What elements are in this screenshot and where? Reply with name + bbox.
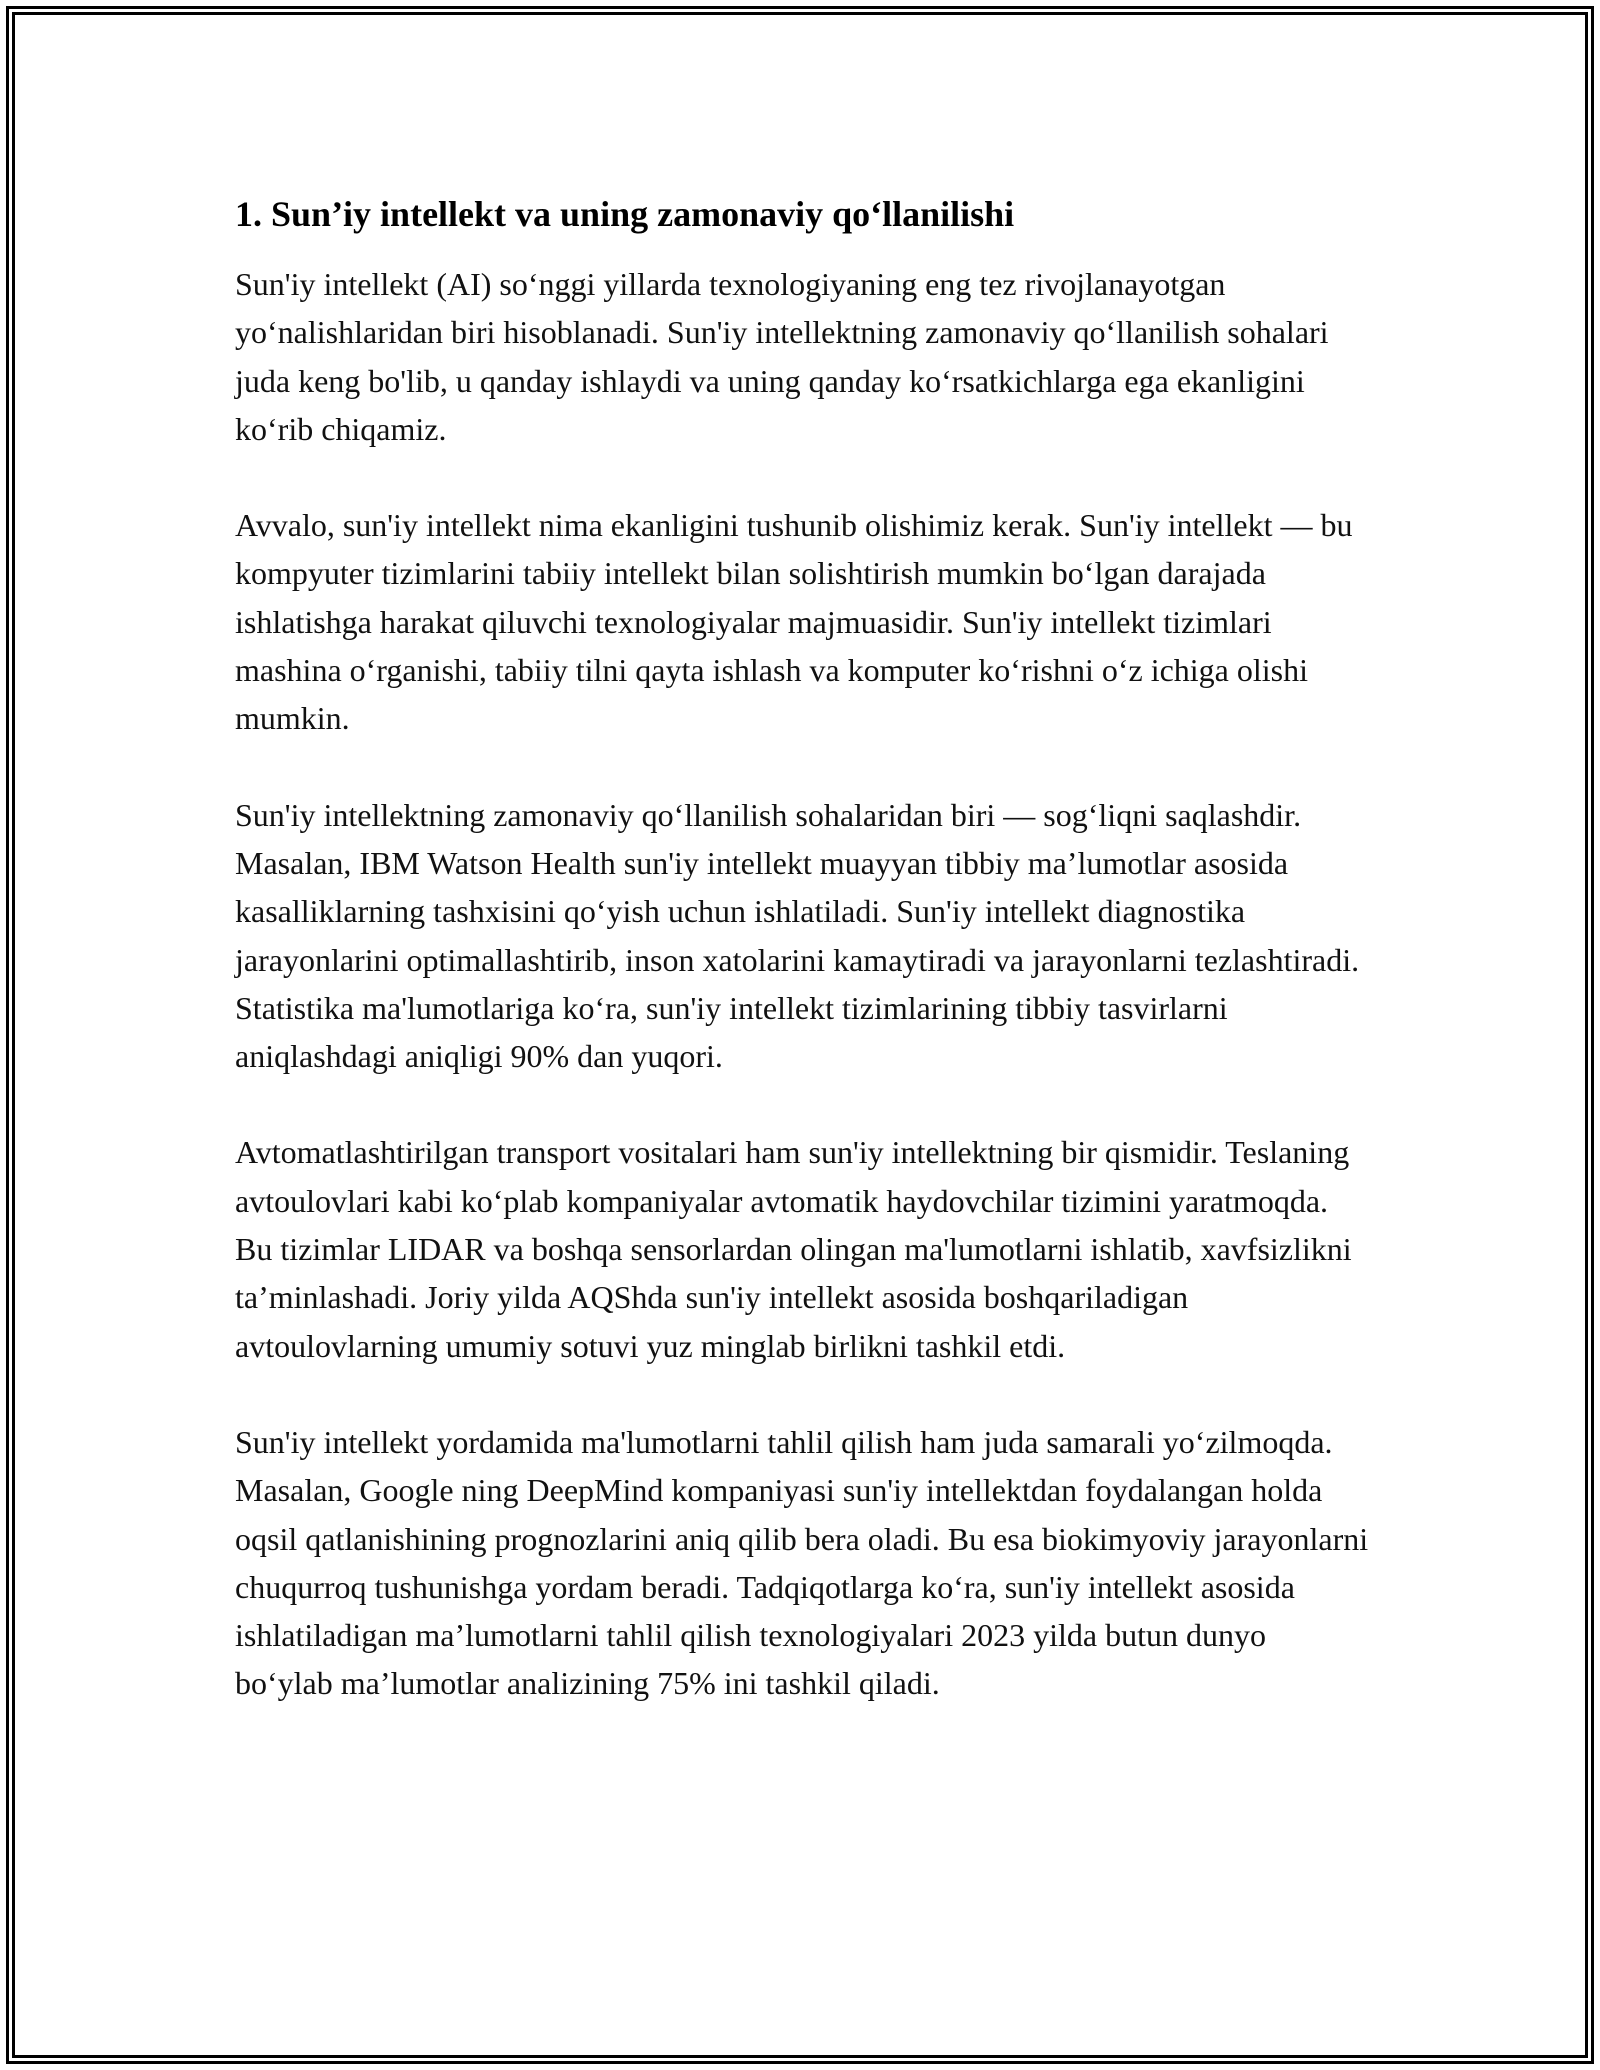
section-heading: 1. Sun’iy intellekt va uning zamonaviy qo‘llanilishi (235, 194, 1015, 234)
paragraph-data-analysis: Sun'iy intellekt yordamida ma'lumotlarni tahlil qilish ham juda samarali yo‘zilmoqda. Masalan, Google ning DeepMind kompaniyasi sun'iy intellektdan foydalangan holda oqsil qatlanishining prognozlarini aniq qilib bera oladi. Bu esa biokimyoviy jarayonlarni chuqurroq tushunishga yordam beradi. Tadqiqotlarga ko‘ra, sun'iy intellekt asosida ishlatiladigan ma’lumotlarni tahlil qilish texnologiyalari 2023 yilda butun dunyo bo‘ylab ma’lumotlar analizining 75% ini tashkil qiladi. (235, 1423, 1369, 1702)
paragraph-healthcare: Sun'iy intellektning zamonaviy qo‘llanilish sohalaridan biri — sog‘liqni saqlashdir. Masalan, IBM Watson Health sun'iy intellekt muayyan tibbiy ma’lumotlar asosida kasalliklarning tashxisini qo‘yish uchun ishlatiladi. Sun'iy intellekt diagnostika jarayonlarini optimallashtirib, inson xatolarini kamaytiradi va jarayonlarni tezlashtiradi. Statistika ma'lumotlariga ko‘ra, sun'iy intellekt tizimlarining tibbiy tasvirlarni aniqlashdagi aniqligi 90% dan yuqori. (235, 796, 1360, 1075)
paragraph-transport: Avtomatlashtirilgan transport vositalari ham sun'iy intellektning bir qismidir. Teslaning avtoulovlari kabi ko‘plab kompaniyalar avtomatik haydovchilar tizimini yaratmoqda. Bu tizimlar LIDAR va boshqa sensorlardan olingan ma'lumotlarni ishlatib, xavfsizlikni ta’minlashadi. Joriy yilda AQShda sun'iy intellekt asosida boshqariladigan avtoulovlarning umumiy sotuvi yuz minglab birlikni tashkil etdi. (235, 1134, 1352, 1364)
paragraph-definition: Avvalo, sun'iy intellekt nima ekanligini tushunib olishimiz kerak. Sun'iy intellekt — bu kompyuter tizimlarini tabiiy intellekt bilan solishtirish mumkin bo‘lgan darajada ishlatishga harakat qiluvchi texnologiyalar majmuasidir. Sun'iy intellekt tizimlari mashina o‘rganishi, tabiiy tilni qayta ishlash va komputer ko‘rishni o‘z ichiga olishi mumkin. (235, 507, 1353, 737)
document-body (235, 190, 1370, 1756)
paragraph-intro: Sun'iy intellekt (AI) so‘nggi yillarda texnologiyaning eng tez rivojlanayotgan yo‘nalishlaridan biri hisoblanadi. Sun'iy intellektning zamonaviy qo‘llanilish sohalari juda keng bo'lib, u qanday ishlaydi va uning qanday ko‘rsatkichlarga ega ekanligini ko‘rib chiqamiz. (235, 266, 1329, 447)
